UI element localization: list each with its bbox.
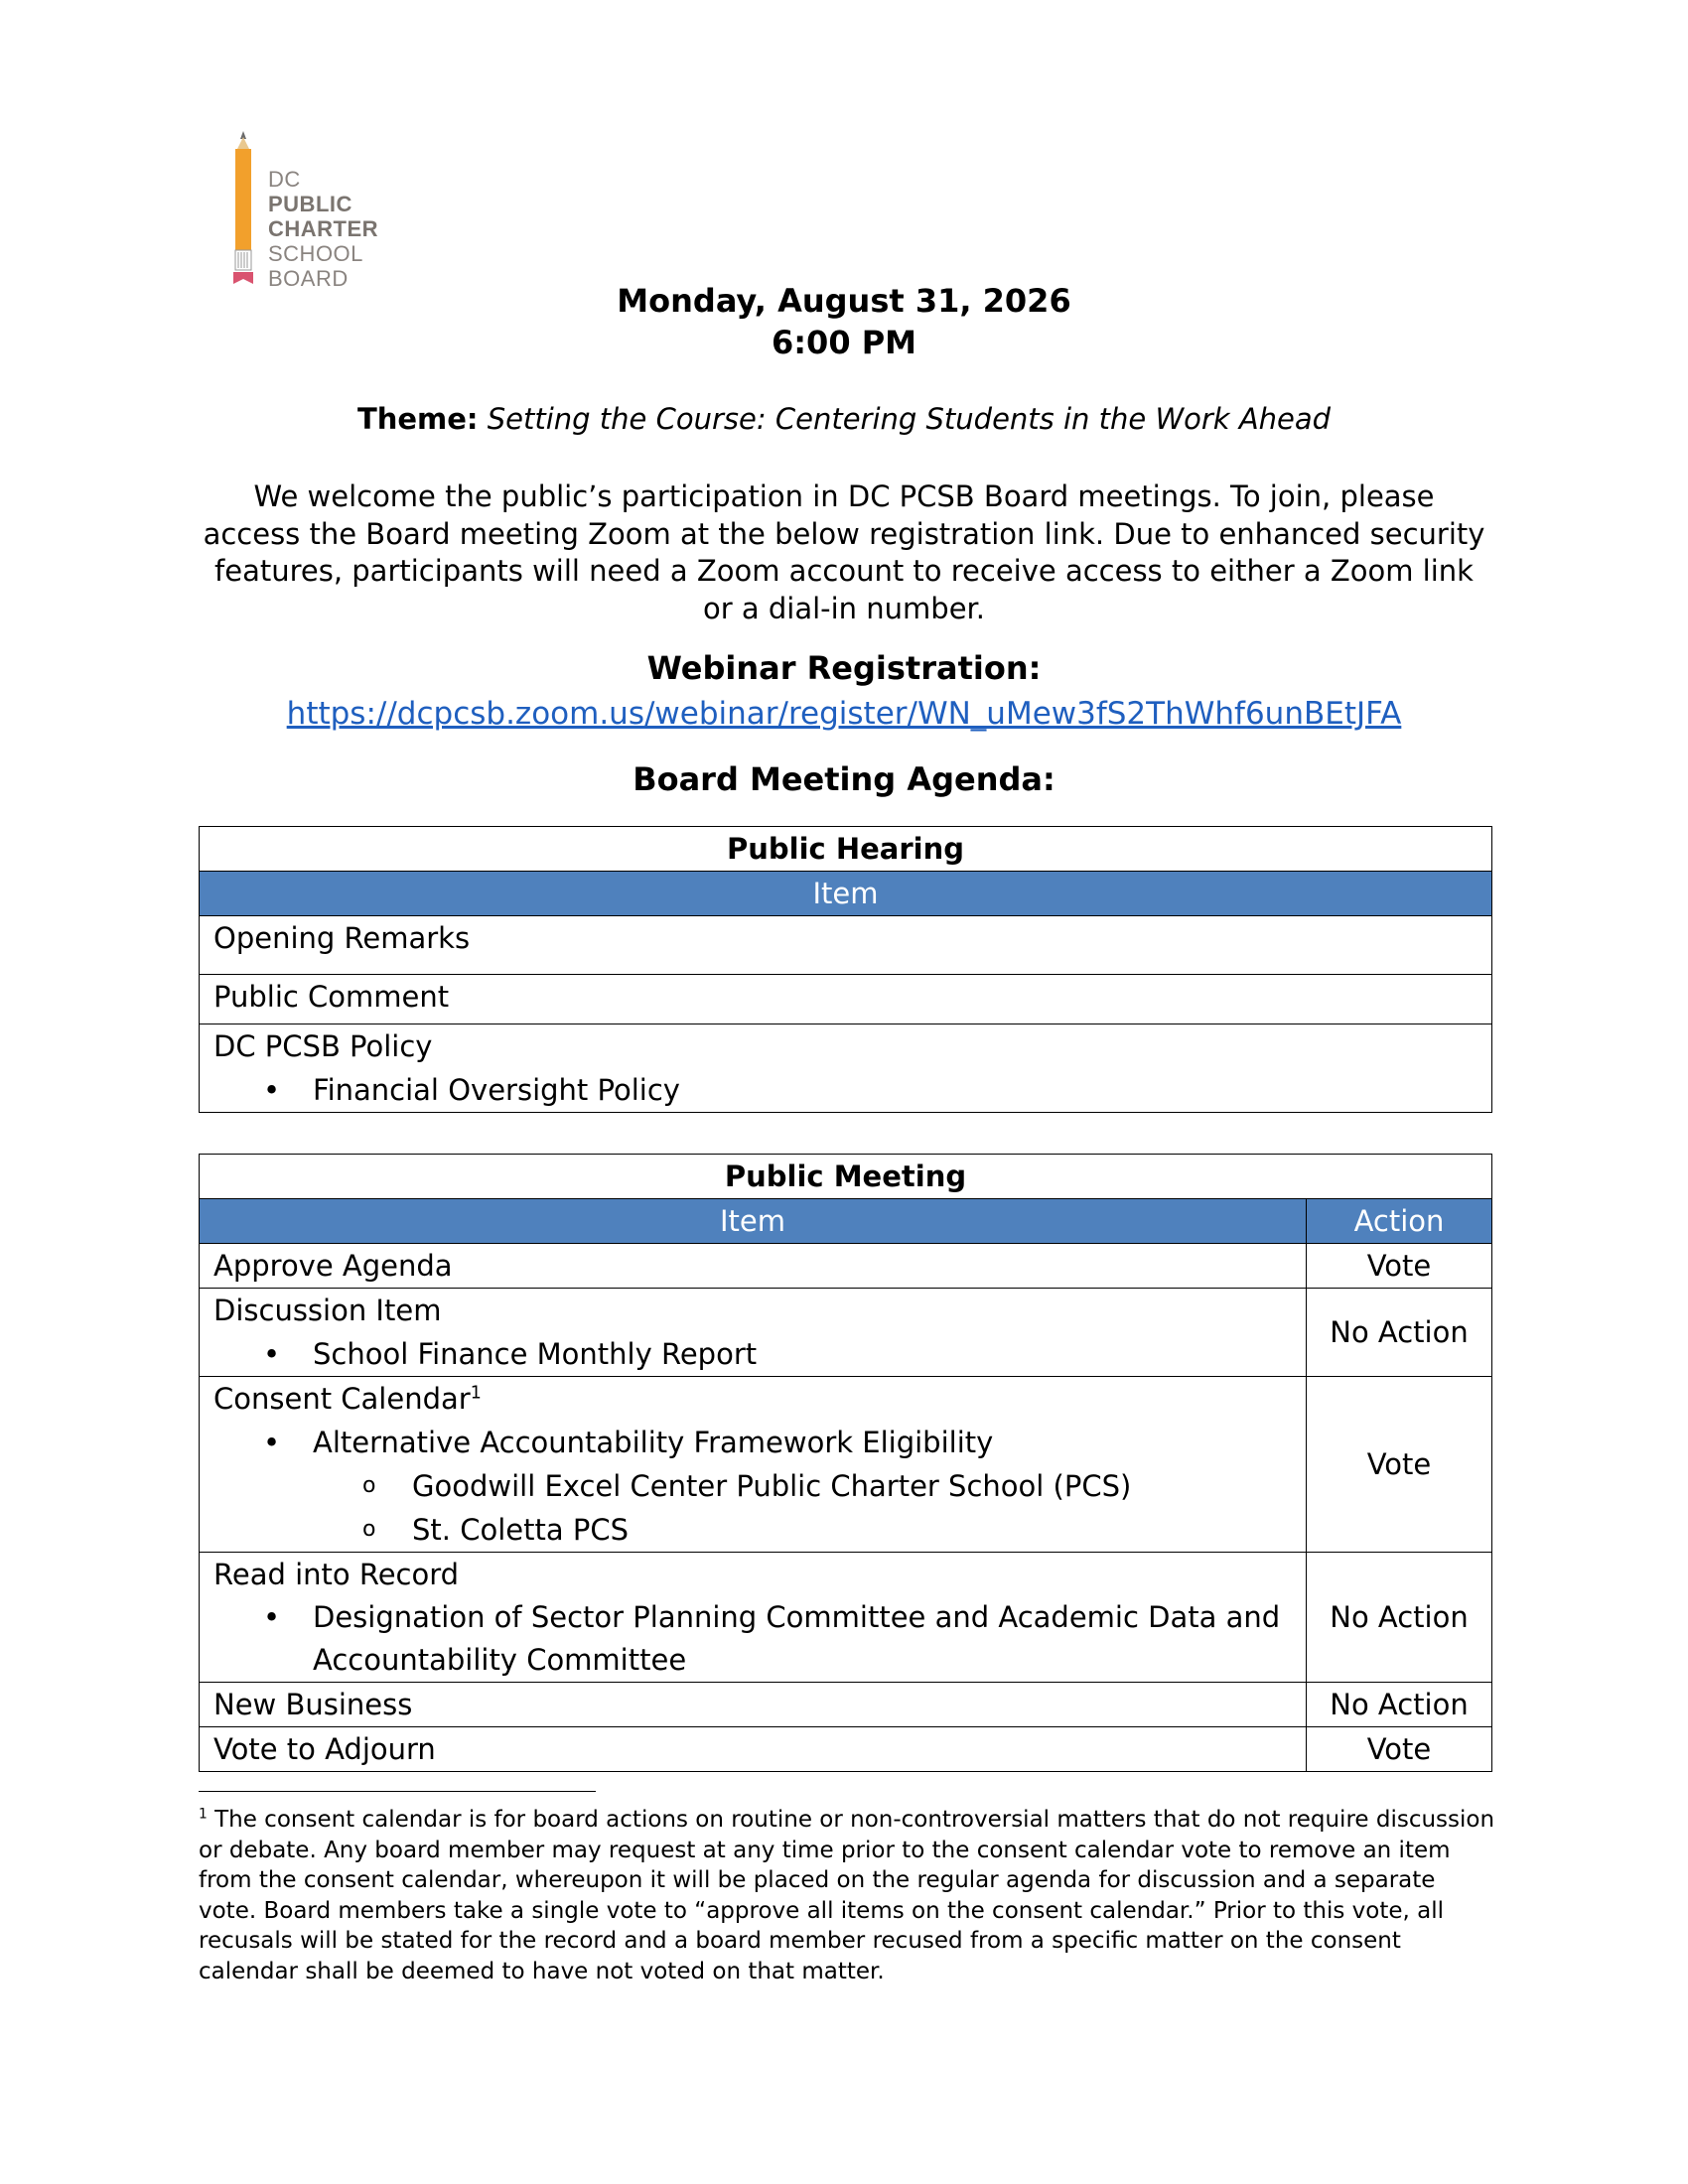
bullet-item: • Financial Oversight Policy	[213, 1068, 1477, 1112]
action-cell: No Action	[1307, 1553, 1492, 1683]
pencil-icon	[228, 127, 258, 294]
table-row	[200, 1289, 1492, 1377]
sub-bullet-item: o Goodwill Excel Center Public Charter School (PCS)	[213, 1464, 1292, 1508]
theme-label: Theme:	[356, 402, 479, 436]
item-label	[213, 1377, 1292, 1421]
item-label: DC PCSB Policy	[213, 1029, 433, 1063]
agenda-item	[200, 916, 1492, 975]
table-row	[200, 1377, 1492, 1553]
logo-wordmark	[268, 167, 378, 291]
table-row	[200, 1553, 1492, 1683]
item-label: New Business	[213, 1688, 413, 1721]
action-cell: No Action	[1307, 1683, 1492, 1727]
table-row	[200, 1244, 1492, 1289]
webinar-heading: Webinar Registration:	[646, 649, 1042, 687]
footnote-text: The consent calendar is for board actions on routine or non-controversial matters that do not require discussion or debate. Any board member may request at any time prior to the consent calendar vote to remove an item from the consent calendar, whereupon it will be placed on the regular agenda for discussion and a separate vote. Board members take a single vote to “approve all items on the consent calendar.” Prior to this vote, all recusals will be stated for the record and a board member recused from a specific matter on the consent calendar shall be deemed to have not voted on that matter.	[199, 1807, 1495, 1984]
item-label: Opening Remarks	[213, 921, 471, 955]
meeting-theme	[199, 399, 1489, 439]
table-row	[200, 1727, 1492, 1772]
logo-line: PUBLIC	[268, 192, 352, 216]
item-label: Read into Record	[213, 1558, 460, 1591]
logo-line: CHARTER	[268, 216, 379, 241]
column-header-action: Action	[1307, 1199, 1492, 1244]
meeting-date: Monday, August 31, 2026	[617, 282, 1071, 320]
agenda-title: Board Meeting Agenda:	[633, 760, 1055, 798]
agenda-item	[200, 1553, 1307, 1683]
consent-calendar-label: Consent Calendar	[213, 1382, 471, 1416]
agenda-item	[200, 1024, 1492, 1113]
bullet-item: • Designation of Sector Planning Committee and Academic Data and Accountability Committee	[213, 1596, 1292, 1682]
action-cell: Vote	[1307, 1244, 1492, 1289]
table-row	[200, 1024, 1492, 1113]
table-title: Public Hearing	[200, 827, 1492, 872]
sub-bullet-item: o St. Coletta PCS	[213, 1508, 1292, 1552]
agenda-item	[200, 975, 1492, 1024]
table-row	[200, 975, 1492, 1024]
footnote-reference: 1	[470, 1383, 482, 1404]
logo-line: DC	[268, 167, 301, 192]
meeting-datetime	[199, 280, 1489, 363]
action-cell: No Action	[1307, 1289, 1492, 1377]
footnote	[199, 1805, 1499, 1986]
agenda-item	[200, 1377, 1307, 1553]
agenda-item	[200, 1683, 1307, 1727]
public-hearing-table	[199, 826, 1492, 1113]
table-title: Public Meeting	[200, 1155, 1492, 1199]
agenda-item	[200, 1289, 1307, 1377]
action-cell: Vote	[1307, 1727, 1492, 1772]
action-cell: Vote	[1307, 1377, 1492, 1553]
item-label: Discussion Item	[213, 1294, 442, 1327]
item-label: Vote to Adjourn	[213, 1732, 436, 1766]
theme-value: Setting the Course: Centering Students in the Work Ahead	[487, 402, 1332, 436]
table-row	[200, 1683, 1492, 1727]
public-meeting-table	[199, 1154, 1492, 1772]
column-header-item: Item	[200, 1199, 1307, 1244]
dc-pcsb-logo	[228, 127, 397, 296]
column-header-item: Item	[200, 872, 1492, 916]
intro-paragraph: We welcome the public’s participation in DC PCSB Board meetings. To join, please access the Board meeting Zoom at the below registration link. Due to enhanced security features, participants will need a Zoom account to receive access to either a Zoom link or a dial-in number.	[203, 479, 1485, 625]
webinar-registration-link[interactable]: https://dcpcsb.zoom.us/webinar/register/WN_uMew3fS2ThWhf6unBEtJFA	[286, 696, 1402, 732]
item-label: Public Comment	[213, 980, 450, 1014]
table-row	[200, 916, 1492, 975]
agenda-item	[200, 1727, 1307, 1772]
bullet-item: • Alternative Accountability Framework Eligibility	[213, 1421, 1292, 1464]
meeting-time: 6:00 PM	[771, 324, 917, 361]
footnote-mark: 1	[199, 1806, 208, 1823]
item-label: Approve Agenda	[213, 1249, 453, 1283]
agenda-item	[200, 1244, 1307, 1289]
logo-line: BOARD	[268, 266, 349, 291]
footnote-divider	[199, 1791, 596, 1792]
bullet-item: • School Finance Monthly Report	[213, 1332, 1292, 1376]
logo-line: SCHOOL	[268, 241, 363, 266]
